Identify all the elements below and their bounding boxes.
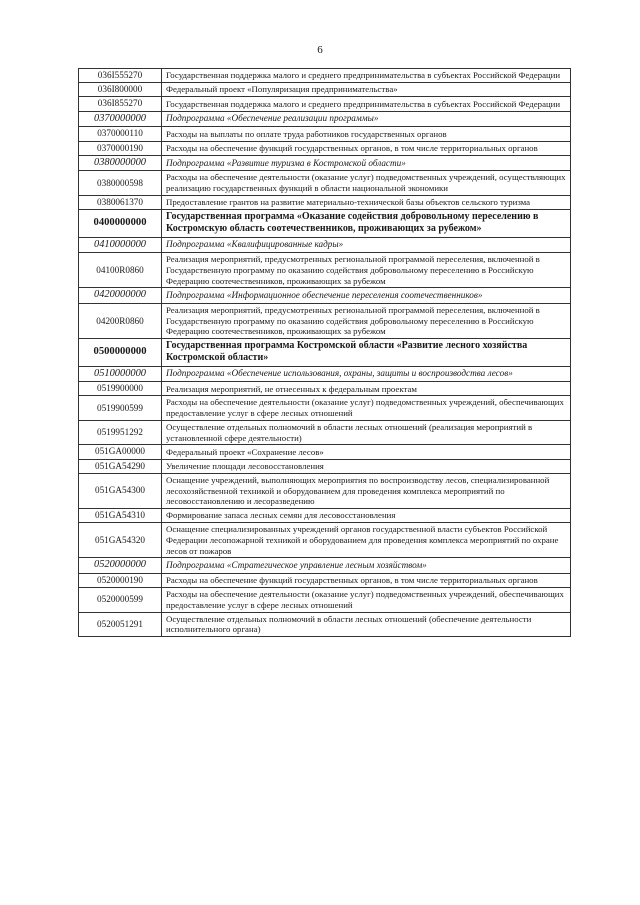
table-row [79,171,571,195]
page-number: 6 [317,44,323,56]
row-code: 036I555270 [79,69,162,83]
table-row [79,445,571,459]
table-row [79,111,571,127]
row-description: Подпрограмма «Информационное обеспечение переселения соотечественников» [162,288,571,304]
table-row [79,237,571,253]
row-description: Расходы на обеспечение деятельности (оказание услуг) подведомственных учреждений, обеспечивающих предоставление услуг в сфере лесных отношений [162,588,571,612]
table-row [79,473,571,508]
row-description: Подпрограмма «Обеспечение реализации программы» [162,111,571,127]
row-code: 051GA54320 [79,523,162,558]
row-code: 0410000000 [79,237,162,253]
row-description: Формирование запаса лесных семян для лесовосстановления [162,508,571,522]
row-description: Государственная поддержка малого и среднего предпринимательства в субъектах Российской Федерации [162,97,571,111]
row-code: 0370000000 [79,111,162,127]
row-code: 0520051291 [79,612,162,636]
row-code: 036I800000 [79,83,162,97]
row-code: 0380000598 [79,171,162,195]
budget-classification-table [78,68,571,637]
row-description: Расходы на обеспечение функций государственных органов, в том числе территориальных органов [162,574,571,588]
row-description: Осуществление отдельных полномочий в области лесных отношений (обеспечение деятельности исполнительного органа) [162,612,571,636]
table-row [79,459,571,473]
row-description: Реализация мероприятий, предусмотренных региональной программой переселения, включенной в Государственную программу по оказанию содействия добровольному переселению в Российскую Федерацию соотечественников, проживающих за рубежом [162,304,571,339]
row-code: 0520000599 [79,588,162,612]
row-code: 0519900599 [79,396,162,420]
row-description: Государственная программа Костромской области «Развитие лесного хозяйства Костромской области» [162,339,571,366]
row-code: 0520000000 [79,558,162,574]
row-description: Подпрограмма «Обеспечение использования, охраны, защиты и воспроизводства лесов» [162,366,571,382]
row-description: Федеральный проект «Популяризация предпринимательства» [162,83,571,97]
table-row [79,339,571,366]
row-code: 051GA54290 [79,459,162,473]
row-description: Расходы на обеспечение деятельности (оказание услуг) подведомственных учреждений, обеспечивающих предоставление услуг в сфере лесных отношений [162,396,571,420]
table-row [79,508,571,522]
row-code: 04200R0860 [79,304,162,339]
row-description: Оснащение учреждений, выполняющих мероприятия по воспроизводству лесов, специализированной лесохозяйственной техникой и оборудованием для проведения комплекса мероприятий по лесовосстановлению и лесоразведению [162,473,571,508]
row-description: Осуществление отдельных полномочий в области лесных отношений (реализация мероприятий в установленной сфере деятельности) [162,420,571,444]
row-code: 0370000190 [79,141,162,155]
row-description: Подпрограмма «Развитие туризма в Костромской области» [162,155,571,171]
table-row [79,155,571,171]
row-description: Оснащение специализированных учреждений органов государственной власти субъектов Российской Федерации лесопожарной техникой и оборудованием для проведения комплекса мероприятий по охране лесов от пожаров [162,523,571,558]
table-row [79,210,571,237]
row-code: 04100R0860 [79,253,162,288]
table-row [79,588,571,612]
row-description: Расходы на обеспечение функций государственных органов, в том числе территориальных органов [162,141,571,155]
table-row [79,558,571,574]
row-description: Расходы на обеспечение деятельности (оказание услуг) подведомственных учреждений, осуществляющих реализацию государственных функций в области национальной экономики [162,171,571,195]
table-row [79,382,571,396]
table-row [79,127,571,141]
row-code: 0420000000 [79,288,162,304]
table-row [79,420,571,444]
table-row [79,195,571,209]
table-row [79,612,571,636]
row-code: 0520000190 [79,574,162,588]
table-row [79,523,571,558]
row-code: 0370000110 [79,127,162,141]
row-code: 0500000000 [79,339,162,366]
row-code: 051GA54310 [79,508,162,522]
row-description: Государственная поддержка малого и среднего предпринимательства в субъектах Российской Федерации [162,69,571,83]
row-description: Государственная программа «Оказание содействия добровольному переселению в Костромскую область соотечественников, проживающих за рубежом» [162,210,571,237]
row-code: 0380061370 [79,195,162,209]
table-row [79,304,571,339]
row-description: Предоставление грантов на развитие материально-технической базы объектов сельского туризма [162,195,571,209]
row-code: 0380000000 [79,155,162,171]
row-code: 0519900000 [79,382,162,396]
table-row [79,141,571,155]
table-row [79,83,571,97]
row-code: 0510000000 [79,366,162,382]
row-description: Подпрограмма «Квалифицированные кадры» [162,237,571,253]
row-code: 036I855270 [79,97,162,111]
table-row [79,396,571,420]
table-row [79,574,571,588]
row-code: 0519951292 [79,420,162,444]
row-description: Подпрограмма «Стратегическое управление лесным хозяйством» [162,558,571,574]
row-description: Реализация мероприятий, предусмотренных региональной программой переселения, включенной в Государственную программу по оказанию содействия добровольному переселению в Российскую Федерацию соотечественников, проживающих за рубежом [162,253,571,288]
row-description: Федеральный проект «Сохранение лесов» [162,445,571,459]
table-row [79,366,571,382]
row-code: 051GA00000 [79,445,162,459]
row-code: 0400000000 [79,210,162,237]
table-body [79,69,571,637]
row-description: Расходы на выплаты по оплате труда работников государственных органов [162,127,571,141]
row-code: 051GA54300 [79,473,162,508]
table-row [79,288,571,304]
table-row [79,97,571,111]
table-row [79,69,571,83]
row-description: Реализация мероприятий, не отнесенных к федеральным проектам [162,382,571,396]
row-description: Увеличение площади лесовосстановления [162,459,571,473]
table-row [79,253,571,288]
